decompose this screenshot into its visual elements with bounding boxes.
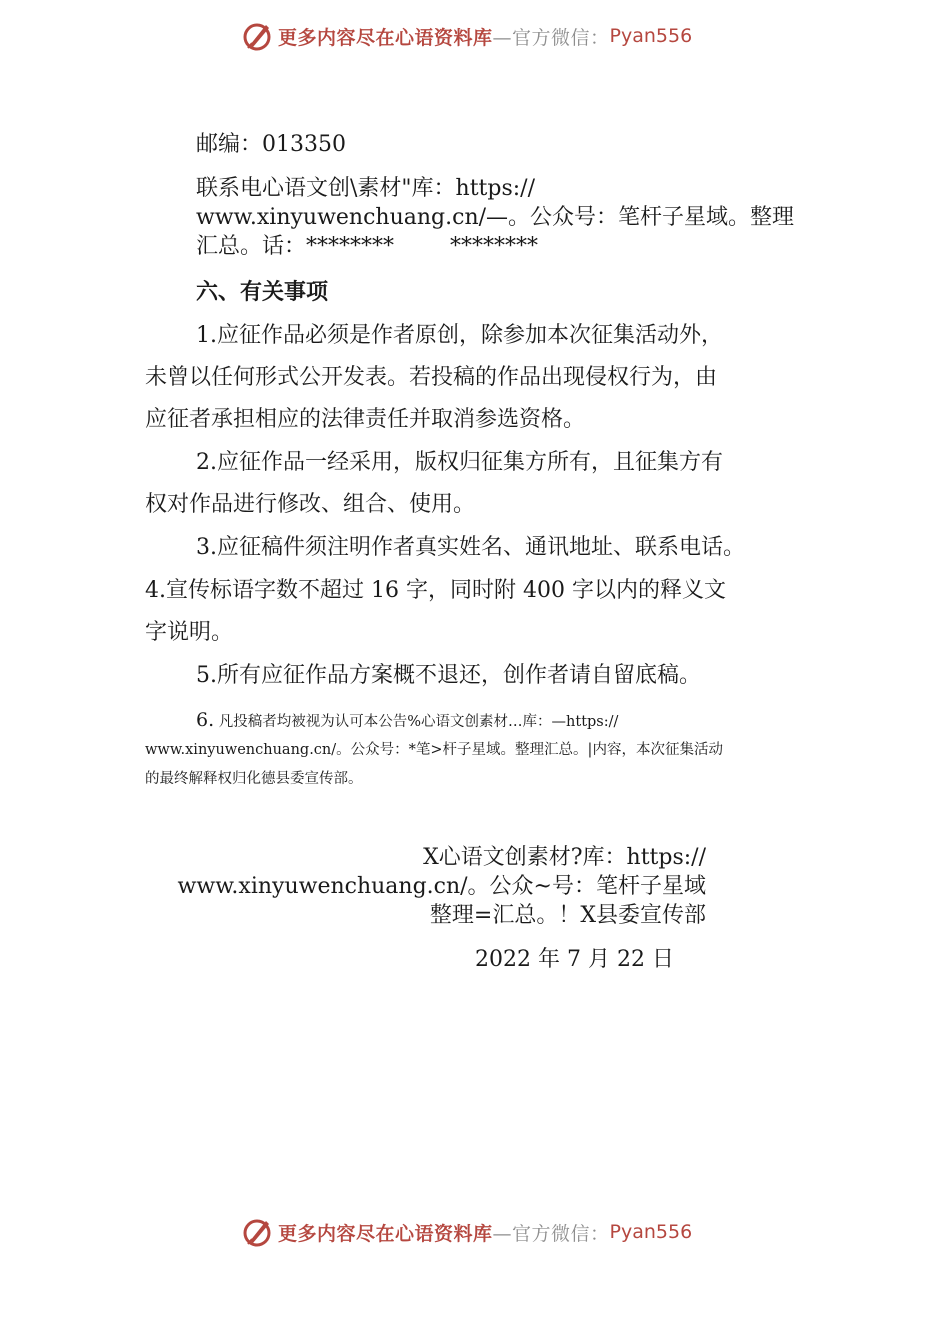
item-2-line-1: 2.应征作品一经采用，版权归征集方所有，且征集方有 (196, 450, 723, 475)
signature-date: 2022 年 7 月 22 日 (475, 947, 674, 972)
banner-wechat-id: Pyan556 (609, 1221, 693, 1243)
item-4-line-1: 4.宣传标语字数不超过 16 字，同时附 400 字以内的释义文 (145, 578, 726, 603)
quill-logo-icon (240, 19, 274, 53)
item-1-line-2: 未曾以任何形式公开发表。若投稿的作品出现侵权行为，由 (145, 365, 718, 390)
item-6-line-3: 的最终解释权归化德县委宣传部。 (145, 771, 363, 787)
footer-banner (240, 1212, 692, 1252)
contact-line-1: 联系电心语文创\素材"库：https:// (196, 176, 535, 201)
item-6-number: 6. (196, 709, 215, 731)
contact-line-3: 汇总。话：******** ******** (196, 234, 538, 259)
item-2-line-2: 权对作品进行修改、组合、使用。 (145, 492, 476, 517)
banner-title: 更多内容尽在心语资料库 (278, 26, 493, 49)
signature-line-1: X心语文创素材?库：https:// (423, 845, 706, 870)
item-1-line-1: 1.应征作品必须是作者原创，除参加本次征集活动外， (196, 323, 723, 348)
postcode-line: 邮编：013350 (196, 132, 346, 157)
banner-wechat-label: —官方微信： (492, 1222, 610, 1245)
banner-title: 更多内容尽在心语资料库 (278, 1222, 493, 1245)
contact-line-2: www.xinyuwenchuang.cn/—。公众号：笔杆子星域。整理 (196, 205, 795, 230)
item-3-line-1: 3.应征稿件须注明作者真实姓名、通讯地址、联系电话。 (196, 535, 745, 560)
item-6-text: 凡投稿者均被视为认可本公告%心语文创素材…库：—https:// (218, 714, 619, 730)
banner-wechat-label: —官方微信： (492, 26, 610, 49)
signature-line-3: 整理=汇总。！X县委宣传部 (429, 903, 706, 928)
item-4-line-2: 字说明。 (145, 620, 234, 645)
signature-line-2: www.xinyuwenchuang.cn/。公众~号：笔杆子星域 (177, 874, 706, 899)
item-1-line-3: 应征者承担相应的法律责任并取消参选资格。 (145, 407, 586, 432)
item-6-line-1 (196, 710, 618, 732)
header-banner (240, 16, 692, 56)
section-heading: 六、有关事项 (196, 280, 329, 305)
banner-wechat-id: Pyan556 (609, 25, 693, 47)
quill-logo-icon (240, 1215, 274, 1249)
item-6-line-2: www.xinyuwenchuang.cn/。公众号：*笔>杆子星域。整理汇总。|内容，本次征集活动 (145, 742, 723, 758)
item-5-line-1: 5.所有应征作品方案概不退还，创作者请自留底稿。 (196, 663, 701, 688)
